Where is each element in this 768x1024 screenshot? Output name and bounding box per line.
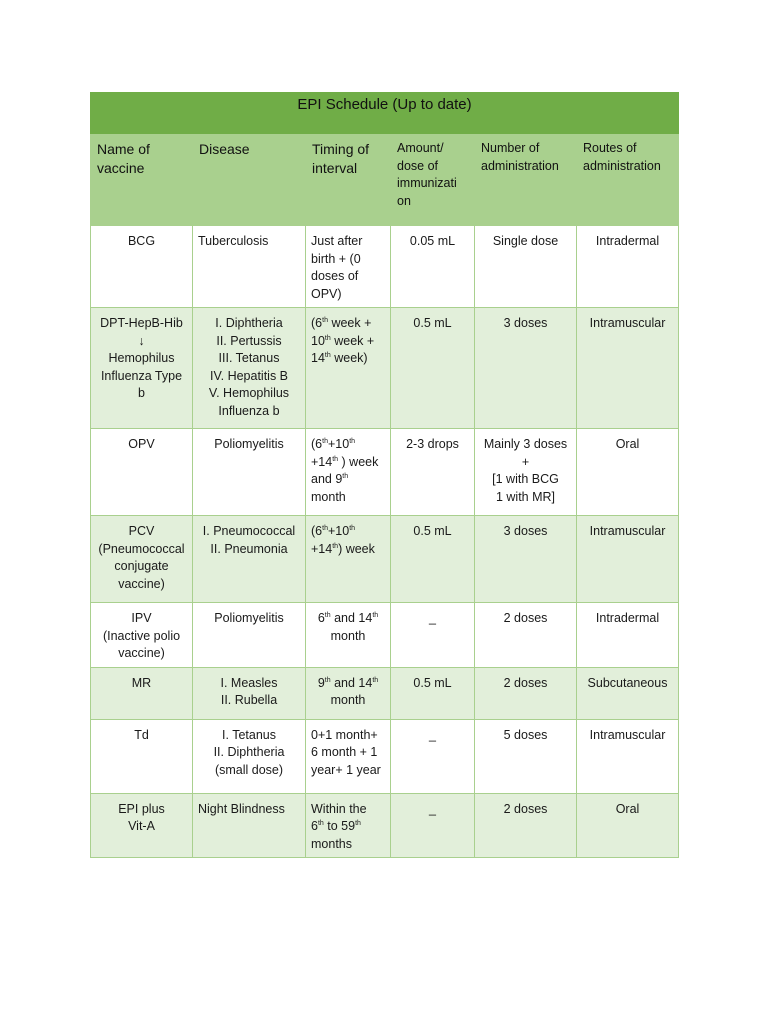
header-route-line: administration — [583, 158, 661, 173]
header-amount-line: on — [397, 193, 411, 208]
cell-number-of-administration-line: 3 doses — [503, 316, 548, 330]
cell-disease-line: Poliomyelitis — [214, 437, 284, 451]
cell-timing-line: months — [311, 836, 352, 851]
header-amount-line: immunizati — [397, 176, 457, 190]
epi-schedule-table — [90, 92, 679, 858]
table-title-row — [91, 93, 679, 134]
cell-number-of-administration — [475, 667, 577, 719]
table-title: EPI Schedule (Up to date) — [91, 93, 679, 134]
cell-timing-line: 6th to 59th — [311, 819, 361, 833]
cell-number-of-administration-line: 3 doses — [503, 524, 548, 538]
cell-timing-line: OPV) — [311, 286, 342, 301]
cell-vaccine-name-line: (Pneumococcal — [98, 541, 185, 556]
cell-timing-line: month — [330, 693, 366, 707]
header-timing-line: interval — [312, 160, 358, 176]
cell-timing-line: Just after — [311, 234, 363, 248]
cell-timing-line: +14th) week — [311, 541, 375, 556]
cell-disease — [193, 793, 306, 858]
cell-amount: _ — [391, 793, 475, 858]
cell-number-of-administration — [475, 226, 577, 308]
cell-disease-line: IV. Hepatitis B — [209, 368, 289, 383]
cell-timing-line: Within the — [311, 801, 367, 816]
cell-timing-line: birth + (0 — [311, 251, 361, 266]
cell-timing-line: (6th week + — [311, 316, 372, 330]
cell-disease-line: I. Diphtheria — [215, 316, 283, 330]
cell-disease — [193, 516, 306, 603]
cell-number-of-administration-line: [1 with BCG — [492, 472, 559, 486]
cell-route: Intramuscular — [577, 516, 679, 603]
cell-vaccine-name — [91, 667, 193, 719]
cell-vaccine-name-line: vaccine) — [118, 646, 165, 660]
cell-amount: 2-3 drops — [391, 429, 475, 516]
header-vaccine-name-line: Name of — [97, 141, 150, 157]
table-body — [91, 226, 679, 858]
cell-number-of-administration-line: Single dose — [492, 234, 559, 248]
cell-number-of-administration-line: 2 doses — [503, 611, 548, 625]
cell-amount: 0.5 mL — [391, 667, 475, 719]
header-amount — [391, 134, 475, 226]
cell-amount: 0.05 mL — [391, 226, 475, 308]
header-number-line: Number of — [481, 141, 540, 155]
cell-vaccine-name — [91, 226, 193, 308]
cell-disease — [193, 429, 306, 516]
cell-vaccine-name-line: (Inactive polio — [102, 628, 181, 643]
cell-timing-line: +14th ) week — [311, 454, 379, 469]
header-number — [475, 134, 577, 226]
cell-vaccine-name — [91, 719, 193, 793]
cell-timing-line: 9th and 14th — [317, 675, 379, 690]
cell-vaccine-name — [91, 516, 193, 603]
cell-timing-line: month — [311, 489, 346, 504]
cell-timing-line: 6th and 14th — [317, 611, 379, 625]
cell-timing — [306, 667, 391, 719]
header-timing-line: Timing of — [312, 141, 370, 157]
cell-vaccine-name-line: b — [138, 386, 145, 400]
table-row-opv — [91, 429, 679, 516]
cell-disease-line: (small dose) — [214, 762, 284, 777]
cell-vaccine-name-line: conjugate — [114, 559, 169, 573]
cell-amount: 0.5 mL — [391, 516, 475, 603]
table-header-row — [91, 134, 679, 226]
table-row-bcg — [91, 226, 679, 308]
cell-timing-line: and 9th — [311, 472, 349, 486]
table-row-ipv — [91, 603, 679, 668]
cell-timing-line: year+ 1 year — [311, 762, 381, 777]
cell-amount: _ — [391, 603, 475, 668]
cell-number-of-administration — [475, 793, 577, 858]
cell-number-of-administration-line: 5 doses — [503, 727, 548, 742]
cell-timing — [306, 793, 391, 858]
cell-vaccine-name-line: Influenza Type — [100, 368, 183, 383]
cell-timing-line: 14th week) — [311, 351, 368, 365]
cell-vaccine-name — [91, 308, 193, 429]
cell-disease-line: I. Tetanus — [222, 727, 276, 742]
cell-timing — [306, 429, 391, 516]
table-row-epi-plus-vit-a — [91, 793, 679, 858]
cell-vaccine-name-line: OPV — [128, 437, 155, 451]
header-route — [577, 134, 679, 226]
cell-number-of-administration-line: + — [521, 454, 530, 469]
cell-amount: _ — [391, 719, 475, 793]
cell-timing — [306, 603, 391, 668]
cell-disease-line: Night Blindness — [198, 801, 285, 816]
cell-vaccine-name-line: Td — [134, 727, 149, 742]
cell-disease — [193, 226, 306, 308]
cell-vaccine-name — [91, 793, 193, 858]
cell-disease-line: II. Pertussis — [216, 333, 282, 348]
cell-vaccine-name-line: vaccine) — [118, 576, 165, 591]
header-number-line: administration — [481, 158, 559, 173]
cell-disease-line: Influenza b — [218, 403, 280, 418]
cell-number-of-administration — [475, 516, 577, 603]
cell-timing-line: 10th week + — [311, 333, 375, 348]
cell-vaccine-name-line: EPI plus — [118, 801, 165, 816]
cell-disease — [193, 603, 306, 668]
cell-number-of-administration — [475, 308, 577, 429]
cell-vaccine-name-line: PCV — [128, 524, 155, 538]
cell-timing-line: 0+1 month+ — [311, 727, 378, 742]
cell-route: Intradermal — [577, 603, 679, 668]
header-vaccine-name — [91, 134, 193, 226]
cell-timing-line: (6th+10th — [311, 524, 356, 538]
cell-vaccine-name — [91, 603, 193, 668]
cell-disease-line: Poliomyelitis — [214, 611, 284, 625]
cell-vaccine-name-line: MR — [131, 675, 152, 690]
cell-vaccine-name-line: Vit-A — [128, 819, 155, 833]
header-disease-line: Disease — [199, 141, 250, 157]
cell-amount: 0.5 mL — [391, 308, 475, 429]
cell-disease — [193, 667, 306, 719]
cell-vaccine-name-line: DPT-HepB-Hib — [100, 316, 183, 330]
cell-vaccine-name — [91, 429, 193, 516]
cell-timing — [306, 719, 391, 793]
cell-vaccine-name-line: Hemophilus — [108, 351, 175, 365]
cell-number-of-administration — [475, 603, 577, 668]
cell-number-of-administration-line: 2 doses — [503, 801, 548, 816]
cell-disease-line: I. Pneumococcal — [202, 524, 296, 538]
cell-route: Subcutaneous — [577, 667, 679, 719]
cell-timing — [306, 308, 391, 429]
cell-disease — [193, 719, 306, 793]
cell-disease-line: II. Rubella — [220, 693, 278, 707]
cell-vaccine-name-line: BCG — [127, 234, 156, 248]
cell-timing-line: doses of — [311, 269, 359, 283]
cell-number-of-administration-line: 2 doses — [503, 675, 548, 690]
cell-route: Oral — [577, 429, 679, 516]
cell-timing — [306, 226, 391, 308]
cell-timing — [306, 516, 391, 603]
cell-disease-line: V. Hemophilus — [208, 386, 290, 400]
cell-number-of-administration — [475, 719, 577, 793]
cell-timing-line: 6 month + 1 — [311, 745, 378, 759]
cell-disease-line: I. Measles — [220, 675, 278, 690]
cell-disease-line: Tuberculosis — [198, 234, 269, 248]
header-disease — [193, 134, 306, 226]
cell-disease — [193, 308, 306, 429]
header-vaccine-name-line: vaccine — [97, 160, 145, 176]
table-row-td — [91, 719, 679, 793]
table-row-mr — [91, 667, 679, 719]
cell-route: Oral — [577, 793, 679, 858]
cell-route: Intradermal — [577, 226, 679, 308]
table-row-dpt-hepb-hib — [91, 308, 679, 429]
cell-disease-line: II. Pneumonia — [210, 541, 288, 556]
cell-timing-line: (6th+10th — [311, 437, 356, 451]
cell-timing-line: month — [330, 628, 366, 643]
cell-disease-line: III. Tetanus — [218, 351, 280, 365]
header-amount-line: dose of — [397, 158, 439, 173]
cell-route: Intramuscular — [577, 719, 679, 793]
cell-number-of-administration-line: Mainly 3 doses — [483, 437, 568, 451]
cell-vaccine-name-line: IPV — [131, 611, 152, 625]
header-timing — [306, 134, 391, 226]
table-row-pcv — [91, 516, 679, 603]
header-amount-line: Amount/ — [397, 141, 444, 155]
cell-number-of-administration — [475, 429, 577, 516]
header-route-line: Routes of — [583, 141, 637, 155]
cell-disease-line: II. Diphtheria — [213, 745, 285, 759]
cell-route: Intramuscular — [577, 308, 679, 429]
cell-vaccine-name-line: ↓ — [138, 333, 145, 348]
cell-number-of-administration-line: 1 with MR] — [495, 489, 556, 504]
